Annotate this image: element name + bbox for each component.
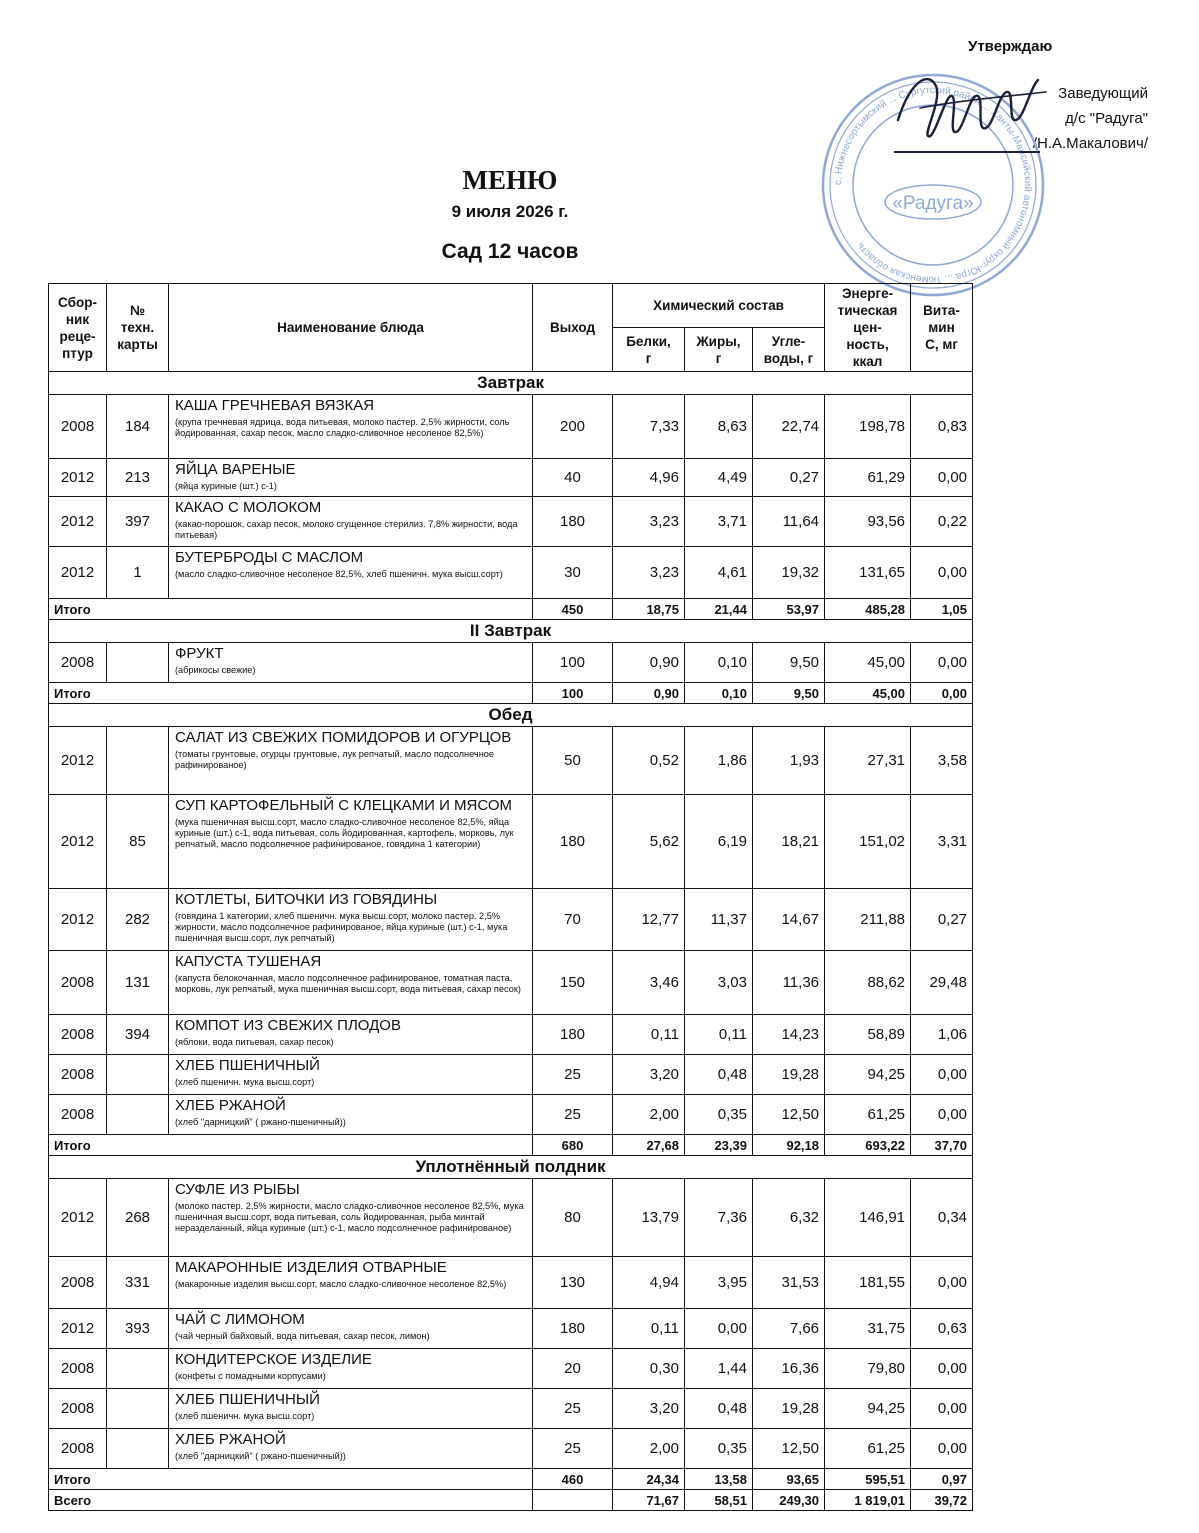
collection-cell: 2008 <box>49 1349 107 1389</box>
collection-cell: 2008 <box>49 1389 107 1429</box>
dish-cell <box>169 1309 533 1349</box>
energy-cell: 45,00 <box>825 643 911 683</box>
protein-cell: 12,77 <box>613 889 685 951</box>
total-vitamin-cell: 37,70 <box>911 1135 973 1156</box>
energy-cell: 211,88 <box>825 889 911 951</box>
table-row <box>49 1429 973 1469</box>
stamp-center-text: «Радуга» <box>892 193 974 214</box>
section-header-row <box>49 1156 973 1179</box>
dish-cell <box>169 1015 533 1055</box>
col-header-carbs: Угле- воды, г <box>753 328 825 372</box>
col-header-chem: Химический состав <box>613 284 825 328</box>
dish-name: КОТЛЕТЫ, БИТОЧКИ ИЗ ГОВЯДИНЫ <box>175 891 438 908</box>
dish-ingredients: (говядина 1 категории, хлеб пшеничн. мука высш.сорт, молоко пастер. 2,5% жирности, масло подсолнечное рафинированое, яйца куриные (шт.) с-1, мука пшеничная высш.сорт, лук репчатый) <box>175 911 508 943</box>
fat-cell: 3,95 <box>685 1257 753 1309</box>
protein-cell: 7,33 <box>613 395 685 459</box>
collection-cell: 2008 <box>49 1257 107 1309</box>
document-title: МЕНЮ <box>462 165 558 195</box>
col-header-protein: Белки, г <box>613 328 685 372</box>
card-cell: 331 <box>107 1257 169 1309</box>
dish-name: СУП КАРТОФЕЛЬНЫЙ С КЛЕЦКАМИ И МЯСОМ <box>175 797 513 814</box>
total-fat-cell: 23,39 <box>685 1135 753 1156</box>
table-row <box>49 1389 973 1429</box>
fat-cell: 0,35 <box>685 1095 753 1135</box>
total-carbs-cell: 9,50 <box>753 683 825 704</box>
vitamin-cell: 0,00 <box>911 1055 973 1095</box>
section-title: Обед <box>49 704 973 727</box>
energy-cell: 61,25 <box>825 1429 911 1469</box>
energy-cell: 93,56 <box>825 497 911 547</box>
card-cell <box>107 1095 169 1135</box>
carbs-cell: 0,27 <box>753 459 825 497</box>
total-fat-cell: 0,10 <box>685 683 753 704</box>
total-output: 450 <box>533 599 613 620</box>
output-cell: 20 <box>533 1349 613 1389</box>
total-carbs-cell: 92,18 <box>753 1135 825 1156</box>
output-cell: 200 <box>533 395 613 459</box>
dish-name: КАКАО С МОЛОКОМ <box>175 499 322 516</box>
total-vitamin-cell: 0,97 <box>911 1469 973 1490</box>
fat-cell: 0,35 <box>685 1429 753 1469</box>
card-cell: 213 <box>107 459 169 497</box>
output-cell: 25 <box>533 1429 613 1469</box>
document-subtitle: Сад 12 часов <box>441 240 579 263</box>
energy-cell: 151,02 <box>825 795 911 889</box>
collection-cell: 2008 <box>49 1015 107 1055</box>
dish-cell <box>169 1389 533 1429</box>
dish-name: ХЛЕБ РЖАНОЙ <box>175 1097 286 1114</box>
carbs-cell: 6,32 <box>753 1179 825 1257</box>
card-cell <box>107 1389 169 1429</box>
table-row <box>49 1309 973 1349</box>
collection-cell: 2012 <box>49 1179 107 1257</box>
section-header-row <box>49 620 973 643</box>
signature-icon <box>890 62 1050 157</box>
dish-name: ФРУКТ <box>175 645 224 662</box>
collection-cell: 2012 <box>49 497 107 547</box>
vitamin-cell: 0,63 <box>911 1309 973 1349</box>
protein-cell: 4,96 <box>613 459 685 497</box>
carbs-cell: 14,67 <box>753 889 825 951</box>
col-header-output: Выход <box>533 284 613 372</box>
dish-name: КОНДИТЕРСКОЕ ИЗДЕЛИЕ <box>175 1351 372 1368</box>
fat-cell: 4,61 <box>685 547 753 599</box>
dish-cell <box>169 795 533 889</box>
output-cell: 100 <box>533 643 613 683</box>
fat-cell: 3,71 <box>685 497 753 547</box>
output-cell: 40 <box>533 459 613 497</box>
energy-cell: 79,80 <box>825 1349 911 1389</box>
card-cell: 1 <box>107 547 169 599</box>
dish-ingredients: (масло сладко-сливочное несоленое 82,5%, хлеб пшеничн. мука высш.сорт) <box>175 569 503 579</box>
menu-body <box>49 372 973 1511</box>
table-row <box>49 459 973 497</box>
table-row <box>49 795 973 889</box>
total-vitamin-cell: 1,05 <box>911 599 973 620</box>
grand-total-label: Всего <box>49 1490 533 1511</box>
total-fat-cell: 13,58 <box>685 1469 753 1490</box>
dish-ingredients: (яйца куриные (шт.) с-1) <box>175 481 277 491</box>
total-carbs-cell: 53,97 <box>753 599 825 620</box>
collection-cell: 2012 <box>49 889 107 951</box>
card-cell: 397 <box>107 497 169 547</box>
fat-cell: 1,44 <box>685 1349 753 1389</box>
total-fat-cell: 21,44 <box>685 599 753 620</box>
dish-ingredients: (крупа гречневая ядрица, вода питьевая, молоко пастер. 2,5% жирности, соль йодированная, сахар песок, масло сладко-сливочное несоленое 82,5%) <box>175 417 510 438</box>
stamp-ring-text: с. Нижнесортымский ... Сургутский район ... Ханты-Мансийский автономный округ-Югра ... Тюменская область <box>832 84 1034 286</box>
table-row <box>49 1349 973 1389</box>
dish-name: САЛАТ ИЗ СВЕЖИХ ПОМИДОРОВ И ОГУРЦОВ <box>175 729 512 746</box>
document-date: 9 июля 2026 г. <box>451 202 569 221</box>
grand-total-fat-cell: 58,51 <box>685 1490 753 1511</box>
output-cell: 180 <box>533 1309 613 1349</box>
energy-cell: 181,55 <box>825 1257 911 1309</box>
dish-cell <box>169 727 533 795</box>
energy-cell: 198,78 <box>825 395 911 459</box>
output-cell: 25 <box>533 1389 613 1429</box>
energy-cell: 27,31 <box>825 727 911 795</box>
table-row <box>49 1257 973 1309</box>
vitamin-cell: 0,00 <box>911 547 973 599</box>
output-cell: 50 <box>533 727 613 795</box>
vitamin-cell: 0,22 <box>911 497 973 547</box>
grand-total-energy-cell: 1 819,01 <box>825 1490 911 1511</box>
fat-cell: 0,11 <box>685 1015 753 1055</box>
vitamin-cell: 3,58 <box>911 727 973 795</box>
section-header-row <box>49 372 973 395</box>
dish-name: ЧАЙ С ЛИМОНОМ <box>175 1311 305 1328</box>
output-cell: 70 <box>533 889 613 951</box>
grand-total-protein-cell: 71,67 <box>613 1490 685 1511</box>
col-header-fat: Жиры, г <box>685 328 753 372</box>
card-cell <box>107 1055 169 1095</box>
col-header-name: Наименование блюда <box>169 284 533 372</box>
vitamin-cell: 0,00 <box>911 459 973 497</box>
total-carbs-cell: 93,65 <box>753 1469 825 1490</box>
dish-ingredients: (хлеб "дарницкий" ( ржано-пшеничный)) <box>175 1451 346 1461</box>
card-cell: 268 <box>107 1179 169 1257</box>
table-row <box>49 951 973 1015</box>
table-row <box>49 643 973 683</box>
dish-cell <box>169 889 533 951</box>
vitamin-cell: 0,00 <box>911 1095 973 1135</box>
approval-title: Утверждаю <box>968 38 1053 55</box>
total-energy-cell: 693,22 <box>825 1135 911 1156</box>
dish-cell <box>169 497 533 547</box>
dish-cell <box>169 1429 533 1469</box>
collection-cell: 2012 <box>49 547 107 599</box>
dish-name: ЯЙЦА ВАРЕНЫЕ <box>175 461 296 478</box>
total-protein-cell: 24,34 <box>613 1469 685 1490</box>
energy-cell: 58,89 <box>825 1015 911 1055</box>
carbs-cell: 18,21 <box>753 795 825 889</box>
grand-total-vitamin-cell: 39,72 <box>911 1490 973 1511</box>
dish-ingredients: (томаты грунтовые, огурцы грунтовые, лук репчатый, масло подсолнечное рафинированое) <box>175 749 494 770</box>
total-label: Итого <box>49 599 533 620</box>
dish-ingredients: (яблоки, вода питьевая, сахар песок) <box>175 1037 334 1047</box>
carbs-cell: 19,32 <box>753 547 825 599</box>
carbs-cell: 11,64 <box>753 497 825 547</box>
protein-cell: 3,23 <box>613 497 685 547</box>
section-title: Уплотнённый полдник <box>49 1156 973 1179</box>
vitamin-cell: 0,83 <box>911 395 973 459</box>
card-cell: 131 <box>107 951 169 1015</box>
carbs-cell: 1,93 <box>753 727 825 795</box>
dish-ingredients: (капуста белокочанная, масло подсолнечное рафинированое, томатная паста, морковь, лук репчатый, мука пшеничная высш.сорт, вода питьевая, сахар песок) <box>175 973 521 994</box>
dish-cell <box>169 1055 533 1095</box>
dish-name: ХЛЕБ РЖАНОЙ <box>175 1431 286 1448</box>
dish-cell <box>169 1179 533 1257</box>
dish-ingredients: (хлеб пшеничн. мука высш.сорт) <box>175 1077 315 1087</box>
total-row <box>49 1469 973 1490</box>
vitamin-cell: 0,00 <box>911 1349 973 1389</box>
energy-cell: 61,25 <box>825 1095 911 1135</box>
fat-cell: 8,63 <box>685 395 753 459</box>
collection-cell: 2008 <box>49 1055 107 1095</box>
collection-cell: 2008 <box>49 1095 107 1135</box>
total-output: 460 <box>533 1469 613 1490</box>
output-cell: 25 <box>533 1095 613 1135</box>
dish-ingredients: (абрикосы свежие) <box>175 665 256 675</box>
dish-name: СУФЛЕ ИЗ РЫБЫ <box>175 1181 300 1198</box>
dish-name: КАПУСТА ТУШЕНАЯ <box>175 953 322 970</box>
vitamin-cell: 0,27 <box>911 889 973 951</box>
vitamin-cell: 29,48 <box>911 951 973 1015</box>
energy-cell: 88,62 <box>825 951 911 1015</box>
energy-cell: 131,65 <box>825 547 911 599</box>
dish-cell <box>169 459 533 497</box>
dish-ingredients: (конфеты с помадными корпусами) <box>175 1371 326 1381</box>
energy-cell: 94,25 <box>825 1055 911 1095</box>
card-cell: 184 <box>107 395 169 459</box>
total-label: Итого <box>49 1135 533 1156</box>
dish-name: МАКАРОННЫЕ ИЗДЕЛИЯ ОТВАРНЫЕ <box>175 1259 447 1276</box>
protein-cell: 3,20 <box>613 1055 685 1095</box>
dish-ingredients: (хлеб "дарницкий" ( ржано-пшеничный)) <box>175 1117 346 1127</box>
protein-cell: 4,94 <box>613 1257 685 1309</box>
fat-cell: 1,86 <box>685 727 753 795</box>
card-cell <box>107 1349 169 1389</box>
dish-name: БУТЕРБРОДЫ С МАСЛОМ <box>175 549 364 566</box>
total-energy-cell: 485,28 <box>825 599 911 620</box>
table-row <box>49 1055 973 1095</box>
protein-cell: 0,30 <box>613 1349 685 1389</box>
vitamin-cell: 0,00 <box>911 1257 973 1309</box>
protein-cell: 2,00 <box>613 1429 685 1469</box>
dish-cell <box>169 547 533 599</box>
col-header-energy: Энерге- тическая цен- ность, ккал <box>825 284 911 372</box>
fat-cell: 11,37 <box>685 889 753 951</box>
total-label: Итого <box>49 683 533 704</box>
dish-cell <box>169 1095 533 1135</box>
total-output: 100 <box>533 683 613 704</box>
protein-cell: 2,00 <box>613 1095 685 1135</box>
total-row <box>49 683 973 704</box>
protein-cell: 3,23 <box>613 547 685 599</box>
protein-cell: 0,11 <box>613 1309 685 1349</box>
total-vitamin-cell: 0,00 <box>911 683 973 704</box>
carbs-cell: 12,50 <box>753 1095 825 1135</box>
card-cell <box>107 643 169 683</box>
approval-person: /Н.А.Макалович/ <box>1032 135 1148 152</box>
vitamin-cell: 1,06 <box>911 1015 973 1055</box>
fat-cell: 4,49 <box>685 459 753 497</box>
table-row <box>49 497 973 547</box>
fat-cell: 0,48 <box>685 1055 753 1095</box>
energy-cell: 31,75 <box>825 1309 911 1349</box>
carbs-cell: 7,66 <box>753 1309 825 1349</box>
carbs-cell: 12,50 <box>753 1429 825 1469</box>
section-title: Завтрак <box>49 372 973 395</box>
carbs-cell: 11,36 <box>753 951 825 1015</box>
output-cell: 180 <box>533 1015 613 1055</box>
dish-ingredients: (макаронные изделия высш.сорт, масло сладко-сливочное несоленое 82,5%) <box>175 1279 507 1289</box>
card-cell: 85 <box>107 795 169 889</box>
carbs-cell: 9,50 <box>753 643 825 683</box>
table-row <box>49 395 973 459</box>
approval-position: Заведующий <box>1058 85 1148 102</box>
grand-total-output <box>533 1490 613 1511</box>
output-cell: 180 <box>533 795 613 889</box>
total-energy-cell: 45,00 <box>825 683 911 704</box>
fat-cell: 0,48 <box>685 1389 753 1429</box>
protein-cell: 5,62 <box>613 795 685 889</box>
collection-cell: 2012 <box>49 727 107 795</box>
carbs-cell: 22,74 <box>753 395 825 459</box>
dish-cell <box>169 1349 533 1389</box>
card-cell <box>107 727 169 795</box>
collection-cell: 2008 <box>49 951 107 1015</box>
energy-cell: 61,29 <box>825 459 911 497</box>
collection-cell: 2012 <box>49 459 107 497</box>
output-cell: 80 <box>533 1179 613 1257</box>
section-header-row <box>49 704 973 727</box>
protein-cell: 13,79 <box>613 1179 685 1257</box>
carbs-cell: 31,53 <box>753 1257 825 1309</box>
total-protein-cell: 0,90 <box>613 683 685 704</box>
fat-cell: 0,00 <box>685 1309 753 1349</box>
carbs-cell: 16,36 <box>753 1349 825 1389</box>
dish-name: КАША ГРЕЧНЕВАЯ ВЯЗКАЯ <box>175 397 375 414</box>
vitamin-cell: 3,31 <box>911 795 973 889</box>
total-protein-cell: 27,68 <box>613 1135 685 1156</box>
dish-cell <box>169 643 533 683</box>
output-cell: 150 <box>533 951 613 1015</box>
output-cell: 25 <box>533 1055 613 1095</box>
output-cell: 30 <box>533 547 613 599</box>
table-row <box>49 1179 973 1257</box>
carbs-cell: 14,23 <box>753 1015 825 1055</box>
dish-cell <box>169 951 533 1015</box>
total-label: Итого <box>49 1469 533 1490</box>
col-header-card: № техн. карты <box>107 284 169 372</box>
output-cell: 130 <box>533 1257 613 1309</box>
protein-cell: 3,20 <box>613 1389 685 1429</box>
card-cell: 282 <box>107 889 169 951</box>
table-row <box>49 889 973 951</box>
dish-cell <box>169 1257 533 1309</box>
card-cell: 394 <box>107 1015 169 1055</box>
vitamin-cell: 0,34 <box>911 1179 973 1257</box>
card-cell: 393 <box>107 1309 169 1349</box>
energy-cell: 146,91 <box>825 1179 911 1257</box>
grand-total-row <box>49 1490 973 1511</box>
fat-cell: 7,36 <box>685 1179 753 1257</box>
vitamin-cell: 0,00 <box>911 643 973 683</box>
table-row <box>49 1095 973 1135</box>
dish-ingredients: (чай черный байховый, вода питьевая, сахар песок, лимон) <box>175 1331 430 1341</box>
carbs-cell: 19,28 <box>753 1389 825 1429</box>
section-title: II Завтрак <box>49 620 973 643</box>
total-row <box>49 599 973 620</box>
dish-name: ХЛЕБ ПШЕНИЧНЫЙ <box>175 1057 320 1074</box>
collection-cell: 2012 <box>49 1309 107 1349</box>
fat-cell: 6,19 <box>685 795 753 889</box>
table-row <box>49 727 973 795</box>
dish-name: ХЛЕБ ПШЕНИЧНЫЙ <box>175 1391 320 1408</box>
dish-ingredients: (молоко пастер. 2,5% жирности, масло сладко-сливочное несоленое 82,5%, мука пшеничная высш.сорт, вода питьевая, соль йодированная, рыба минтай неразделанный, яйца куриные (шт.) с-1, масло подсолнечное рафинированое) <box>175 1201 524 1233</box>
collection-cell: 2008 <box>49 395 107 459</box>
protein-cell: 0,90 <box>613 643 685 683</box>
total-row <box>49 1135 973 1156</box>
approval-organization: д/с "Радуга" <box>1065 110 1148 127</box>
col-header-collection: Сбор- ник реце- птур <box>49 284 107 372</box>
table-row <box>49 1015 973 1055</box>
protein-cell: 0,11 <box>613 1015 685 1055</box>
collection-cell: 2008 <box>49 1429 107 1469</box>
protein-cell: 0,52 <box>613 727 685 795</box>
col-header-vitamin: Вита- мин С, мг <box>911 284 973 372</box>
protein-cell: 3,46 <box>613 951 685 1015</box>
fat-cell: 3,03 <box>685 951 753 1015</box>
collection-cell: 2008 <box>49 643 107 683</box>
energy-cell: 94,25 <box>825 1389 911 1429</box>
dish-ingredients: (хлеб пшеничн. мука высш.сорт) <box>175 1411 315 1421</box>
fat-cell: 0,10 <box>685 643 753 683</box>
vitamin-cell: 0,00 <box>911 1429 973 1469</box>
card-cell <box>107 1429 169 1469</box>
dish-ingredients: (мука пшеничная высш.сорт, масло сладко-сливочное несоленое 82,5%, яйца куриные (шт.) с-1, вода питьевая, соль йодированная, картофель, морковь, лук репчатый, масло подсолнечное рафинированое, говядина 1 категории) <box>175 817 514 849</box>
dish-name: КОМПОТ ИЗ СВЕЖИХ ПЛОДОВ <box>175 1017 401 1034</box>
carbs-cell: 19,28 <box>753 1055 825 1095</box>
dish-ingredients: (какао-порошок, сахар песок, молоко сгущенное стерилиз. 7,8% жирности, вода питьевая) <box>175 519 518 540</box>
output-cell: 180 <box>533 497 613 547</box>
table-row <box>49 547 973 599</box>
total-output: 680 <box>533 1135 613 1156</box>
total-energy-cell: 595,51 <box>825 1469 911 1490</box>
vitamin-cell: 0,00 <box>911 1389 973 1429</box>
dish-cell <box>169 395 533 459</box>
total-protein-cell: 18,75 <box>613 599 685 620</box>
collection-cell: 2012 <box>49 795 107 889</box>
menu-table <box>48 283 973 1511</box>
grand-total-carbs-cell: 249,30 <box>753 1490 825 1511</box>
